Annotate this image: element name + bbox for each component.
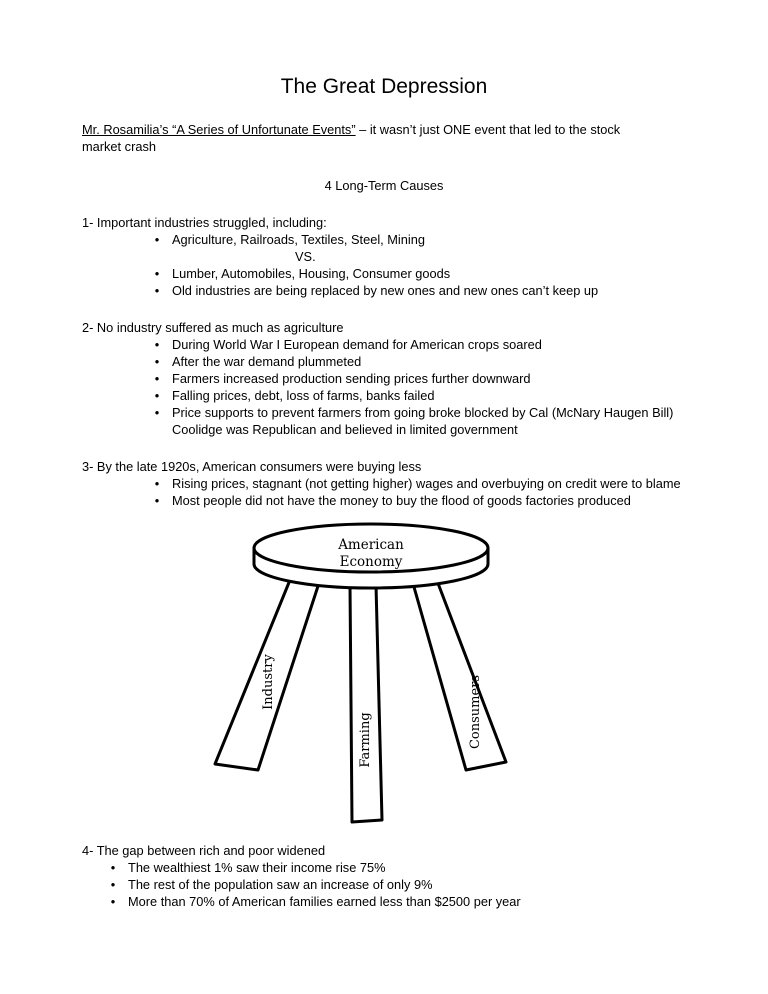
- bullet-icon: •: [154, 493, 160, 508]
- list-item-text: Price supports to prevent farmers from going broke blocked by Cal (McNary Haugen Bill): [172, 405, 674, 420]
- list-item-text: Agriculture, Railroads, Textiles, Steel, Mining: [172, 232, 425, 247]
- list-item-text: During World War I European demand for American crops soared: [172, 337, 542, 352]
- list-item-text: Lumber, Automobiles, Housing, Consumer goods: [172, 266, 451, 281]
- bullet-icon: •: [154, 476, 160, 491]
- cause-1-heading: 1- Important industries struggled, including:: [82, 215, 327, 230]
- cause-2-heading: 2- No industry suffered as much as agriculture: [82, 320, 344, 335]
- bullet-icon: •: [154, 337, 160, 352]
- intro-underlined-title: Mr. Rosamilia’s “A Series of Unfortunate Events”: [82, 122, 356, 137]
- bullet-icon: •: [154, 405, 160, 420]
- page-title: The Great Depression: [280, 75, 488, 98]
- list-item: [110, 859, 386, 876]
- seat-label-line-1: American: [338, 537, 404, 553]
- bullet-icon: •: [154, 283, 160, 298]
- list-item: [110, 876, 433, 893]
- leg-label-farming: Farming: [358, 712, 373, 768]
- vs-label: VS.: [295, 249, 316, 264]
- list-item-text: The wealthiest 1% saw their income rise 75%: [128, 860, 386, 875]
- bullet-icon: •: [154, 266, 160, 281]
- bullet-icon: •: [154, 354, 160, 369]
- list-item-text: Old industries are being replaced by new ones and new ones can’t keep up: [172, 283, 599, 298]
- intro-line-2: market crash: [82, 139, 156, 154]
- bullet-icon: •: [110, 860, 116, 875]
- list-item-text: Rising prices, stagnant (not getting higher) wages and overbuying on credit were to blame: [172, 476, 681, 491]
- leg-label-consumers: Consumers: [468, 674, 483, 750]
- bullet-icon: •: [154, 388, 160, 403]
- section-subtitle: 4 Long-Term Causes: [324, 178, 444, 193]
- stool-leg-consumers: [412, 578, 506, 770]
- cause-4-heading: 4- The gap between rich and poor widened: [82, 843, 326, 858]
- bullet-icon: •: [154, 371, 160, 386]
- leg-label-industry: Industry: [261, 654, 276, 710]
- cause-3-heading: 3- By the late 1920s, American consumers were buying less: [82, 459, 422, 474]
- list-item-text: After the war demand plummeted: [172, 354, 362, 369]
- bullet-icon: •: [110, 877, 116, 892]
- bullet-icon: •: [110, 894, 116, 909]
- bullet-icon: •: [154, 232, 160, 247]
- seat-label-line-2: Economy: [339, 554, 403, 570]
- list-item: [110, 893, 521, 910]
- list-item-text: Falling prices, debt, loss of farms, banks failed: [172, 388, 435, 403]
- intro-rest: – it wasn’t just ONE event that led to the stock: [355, 122, 621, 137]
- list-item-text: Farmers increased production sending prices further downward: [172, 371, 531, 386]
- list-item-continuation: Coolidge was Republican and believed in limited government: [172, 422, 518, 437]
- stool-leg-farming: [350, 585, 382, 822]
- list-item-text: Most people did not have the money to buy the flood of goods factories produced: [172, 493, 631, 508]
- list-item-text: The rest of the population saw an increase of only 9%: [128, 877, 433, 892]
- list-item-text: More than 70% of American families earned less than $2500 per year: [128, 894, 521, 909]
